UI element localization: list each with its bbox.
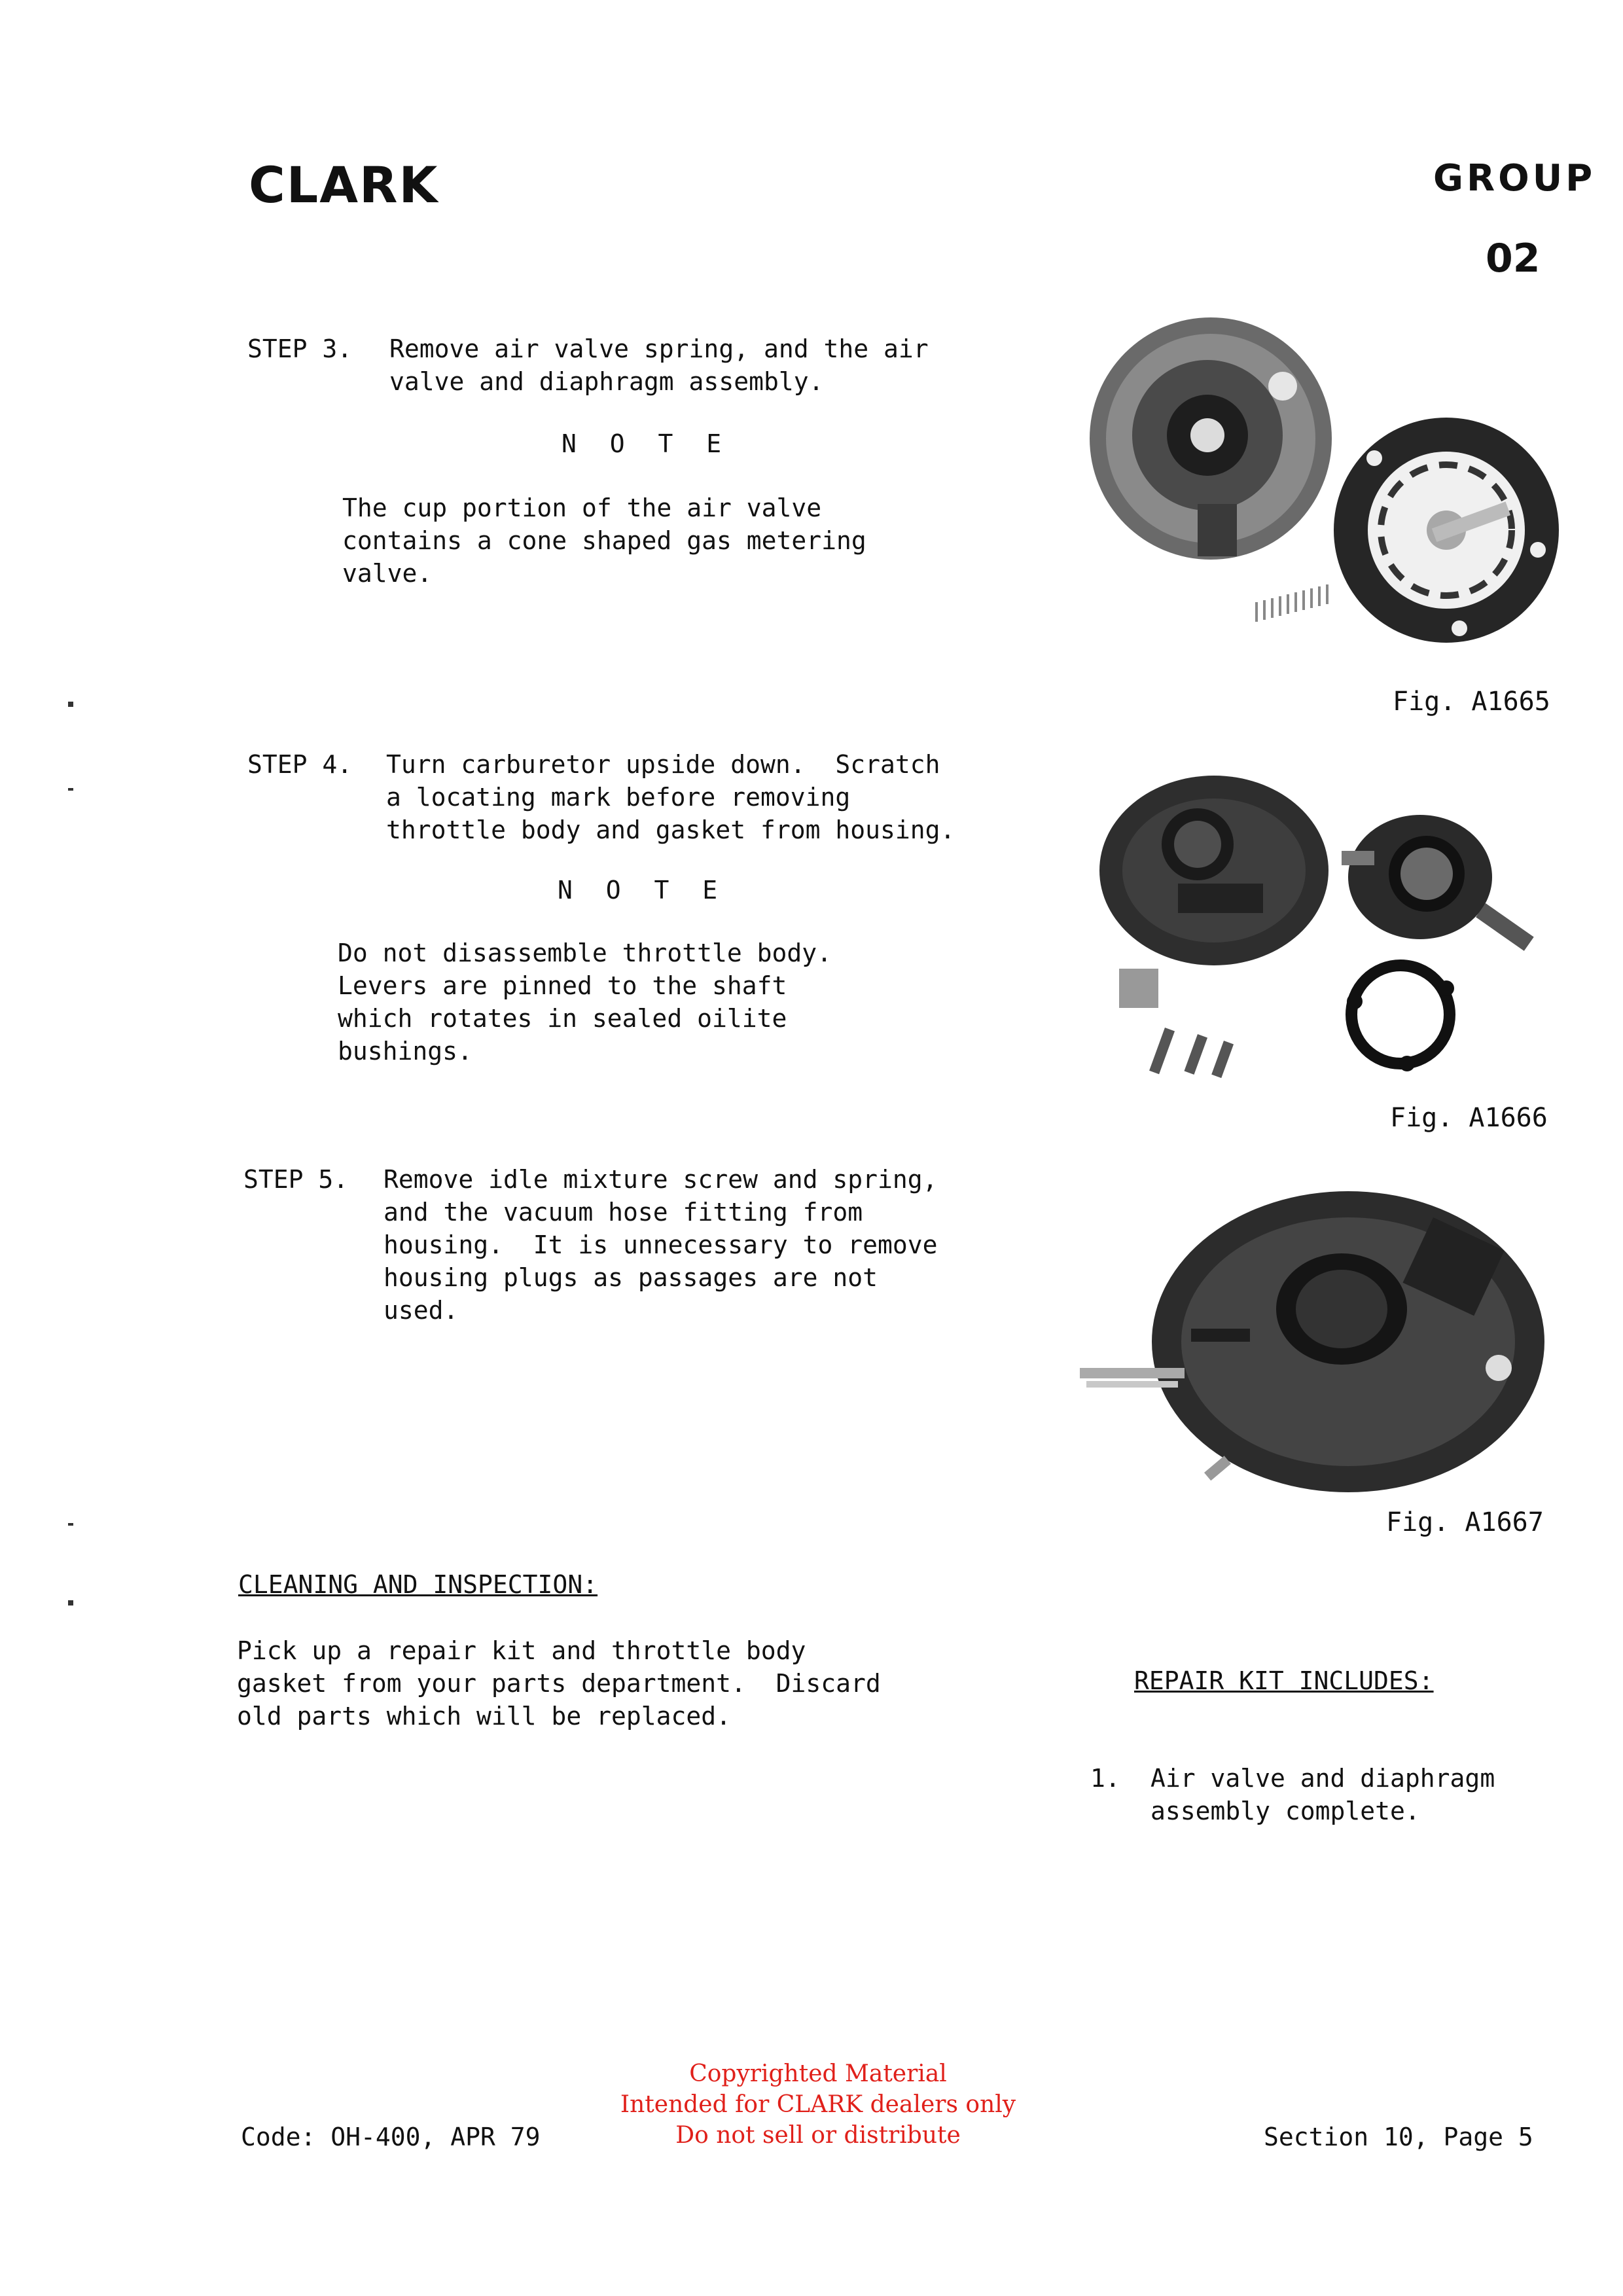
group-label: GROUP (1433, 157, 1596, 200)
figure-a1665-photo (1067, 314, 1571, 655)
cleaning-heading: CLEANING AND INSPECTION: (238, 1570, 598, 1599)
repair-kit-item-number: 1. (1090, 1764, 1120, 1793)
group-number: 02 (1486, 236, 1541, 281)
copyright-watermark (537, 2058, 1099, 2151)
figure-a1667-photo (1067, 1191, 1571, 1518)
clark-logo: CLARK (249, 156, 439, 214)
step-4-note-heading: N O T E (558, 876, 727, 905)
step-4-text: Turn carburetor upside down. Scratch a locating mark before removing throttle body and gasket from housing. (386, 750, 955, 844)
scan-mark (68, 1523, 73, 1526)
repair-kit-heading: REPAIR KIT INCLUDES: (1134, 1666, 1434, 1695)
scan-mark (68, 788, 73, 791)
repair-kit-item-text: Air valve and diaphragm assembly complete. (1150, 1764, 1495, 1825)
figure-a1666-caption: Fig. A1666 (1390, 1103, 1548, 1133)
step-4-note-text: Do not disassemble throttle body. Levers are pinned to the shaft which rotates in sealed oilite bushings. (338, 939, 832, 1066)
step-3-note-heading: N O T E (562, 429, 731, 458)
watermark-line-1: Copyrighted Material (689, 2060, 947, 2087)
step-5-text: Remove idle mixture screw and spring, and the vacuum hose fitting from housing. It is unnecessary to remove housing plugs as passages are not used. (383, 1165, 938, 1325)
footer-code: Code: OH-400, APR 79 (241, 2123, 541, 2151)
watermark-line-2: Intended for CLARK dealers only (620, 2091, 1016, 2118)
figure-a1666-photo (1067, 753, 1571, 1086)
scan-mark (68, 1600, 73, 1605)
figure-a1667-caption: Fig. A1667 (1386, 1507, 1544, 1537)
step-5-label: STEP 5. (243, 1165, 349, 1194)
step-4-label: STEP 4. (247, 750, 353, 779)
figure-a1665-caption: Fig. A1665 (1393, 687, 1550, 717)
footer-section-page: Section 10, Page 5 (1264, 2123, 1533, 2151)
step-3-note-text: The cup portion of the air valve contains a cone shaped gas metering valve. (342, 493, 866, 588)
step-3-text: Remove air valve spring, and the air valve and diaphragm assembly. (389, 334, 929, 396)
watermark-line-3: Do not sell or distribute (675, 2122, 961, 2149)
cleaning-text: Pick up a repair kit and throttle body gasket from your parts department. Discard old parts which will be replaced. (237, 1636, 881, 1731)
step-3-label: STEP 3. (247, 334, 353, 363)
scan-mark (68, 702, 73, 707)
